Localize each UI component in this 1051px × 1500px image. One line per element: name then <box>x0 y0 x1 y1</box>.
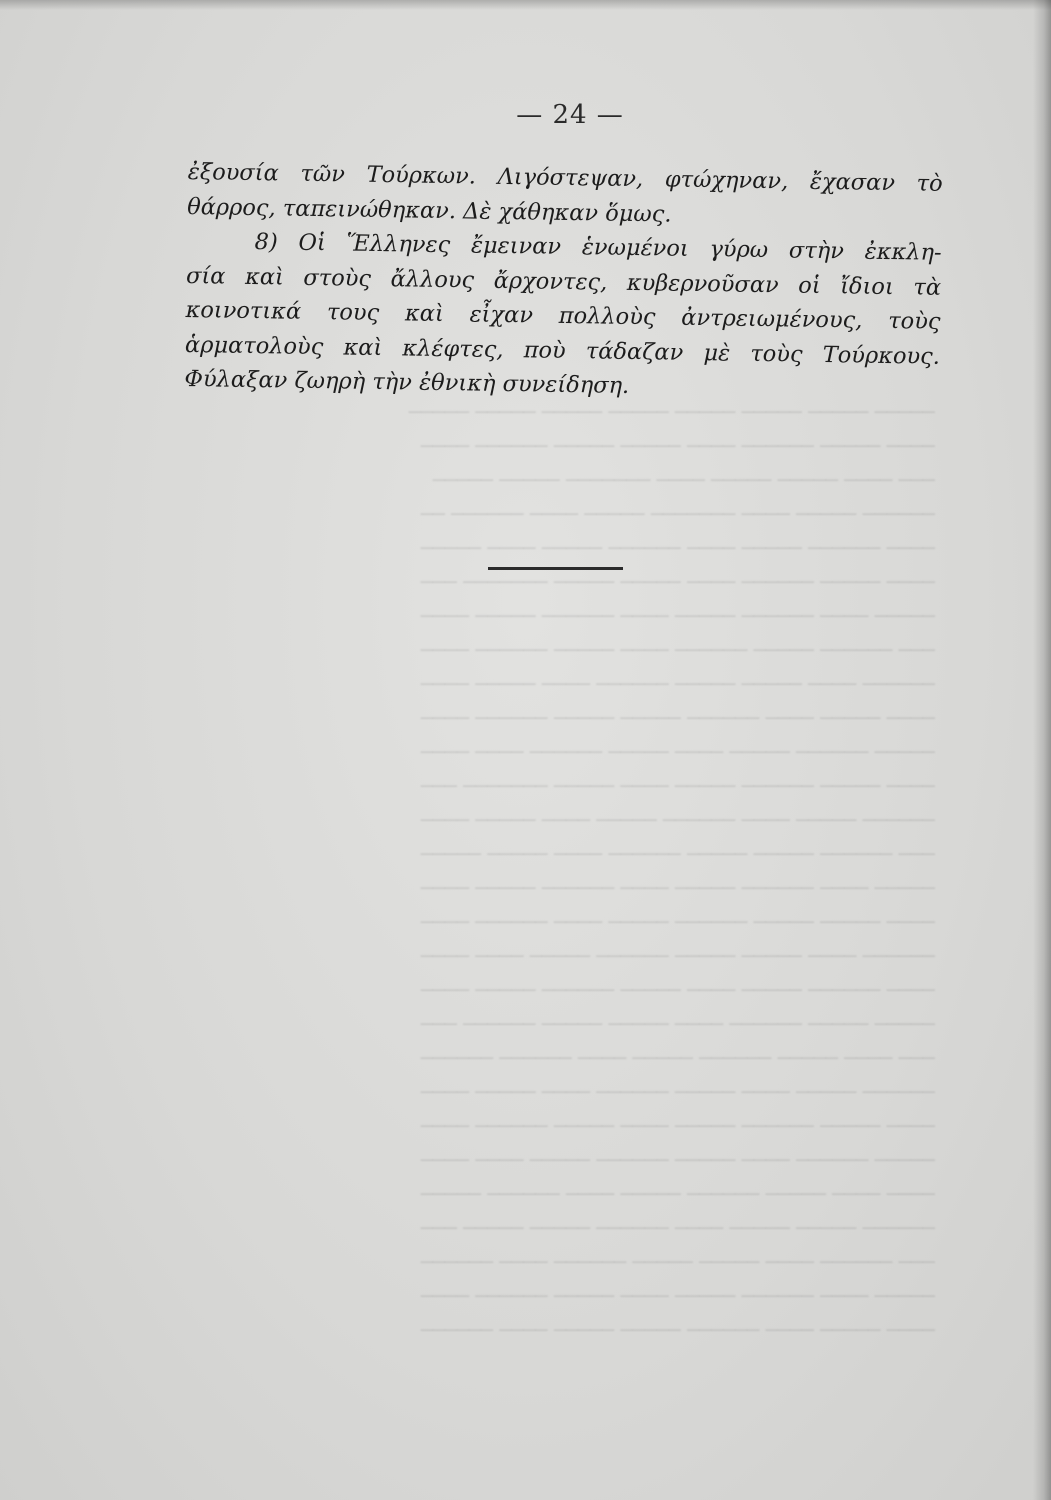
text-line: σία καὶ στοὺς ἄλλους ἄρχοντες, κυβερνοῦσαν οἱ ἴδιοι τὰ <box>185 262 942 301</box>
text-line: Φύλαξαν ζωηρὴ τὴν ἐθνικὴ συνείδηση. <box>184 365 630 399</box>
page-top-shadow <box>0 0 1051 10</box>
reverse-side-show-through: ───── ───── ───── ───── ───── ───── ───── ───── ──── ───── ────── ──── ───── ───── ────── ──── ─── ──── ───── ───── ──── ─────── ───── ───── ────── ───── ──── ─────── ───── ──── ────── ── ──── ────── ───── ──── ────── ───── ──── ───── ──── ───── ────── ──── ───── ───── ─────── ─── ───── ──── ────── ───── ──── ────── ───── ──── ─── ────── ───── ────── ──── ───── ────── ──── ────── ──── ───── ───── ────── ──── ───── ──── ──── ───── ──── ────── ───── ───── ────── ──── ───── ────── ───── ──── ───── ────── ──── ──── ──── ───── ────── ───── ──── ───── ─────── ─── ────── ───── ──── ────── ───── ──── ───── ──── ─── ────── ───── ───── ────── ──── ───── ───── ───── ──── ────── ───── ──── ────── ───── ──── ──── ───── ───── ────── ───── ──── ────── ──── ────── ──── ───── ───── ────── ───── ──── ──── ──── ────── ───── ──── ───── ────── ───── ──── ───── ───── ────── ──── ───── ───── ────── ─── ─── ──── ───── ────── ───── ──── ────── ────── ────── ───── ──── ───── ────── ──── ───── ──── ──── ───── ────── ───── ──── ───── ────── ──── ───── ────── ──── ───── ────── ───── ──── ──── ──── ──── ───── ────── ───── ──── ────── ───── ────── ───── ───── ──── ────── ───── ───── ─── ─── ────── ──── ───── ───── ────── ──── ────── ───── ──── ────── ───── ──── ───── ────── ──── ──── ───── ──── ────── ───── ───── ──── ────── <box>408 400 935 1342</box>
text-line: ἁρματολοὺς καὶ κλέφτες, ποὺ τάδαζαν μὲ τοὺς Τούρκους. <box>184 331 941 370</box>
page-number: — 24 — <box>516 100 624 130</box>
body-text <box>184 155 943 408</box>
text-line: κοινοτικά τους καὶ εἶχαν πολλοὺς ἀντρειωμένους, τοὺς <box>185 296 941 335</box>
text-line: θάρρος, ταπεινώθηκαν. Δὲ χάθηκαν ὅμως. <box>186 193 672 228</box>
section-separator-rule <box>488 567 623 570</box>
page-right-shadow <box>1033 0 1051 1500</box>
text-line: ἐξουσία τῶν Τούρκων. Λιγόστεψαν, φτώχηναν, ἔχασαν τὸ <box>187 158 943 197</box>
text-line: 8) Οἱ Ἕλληνες ἔμειναν ἑνωμένοι γύρω στὴν ἐκκλη- <box>254 229 942 266</box>
